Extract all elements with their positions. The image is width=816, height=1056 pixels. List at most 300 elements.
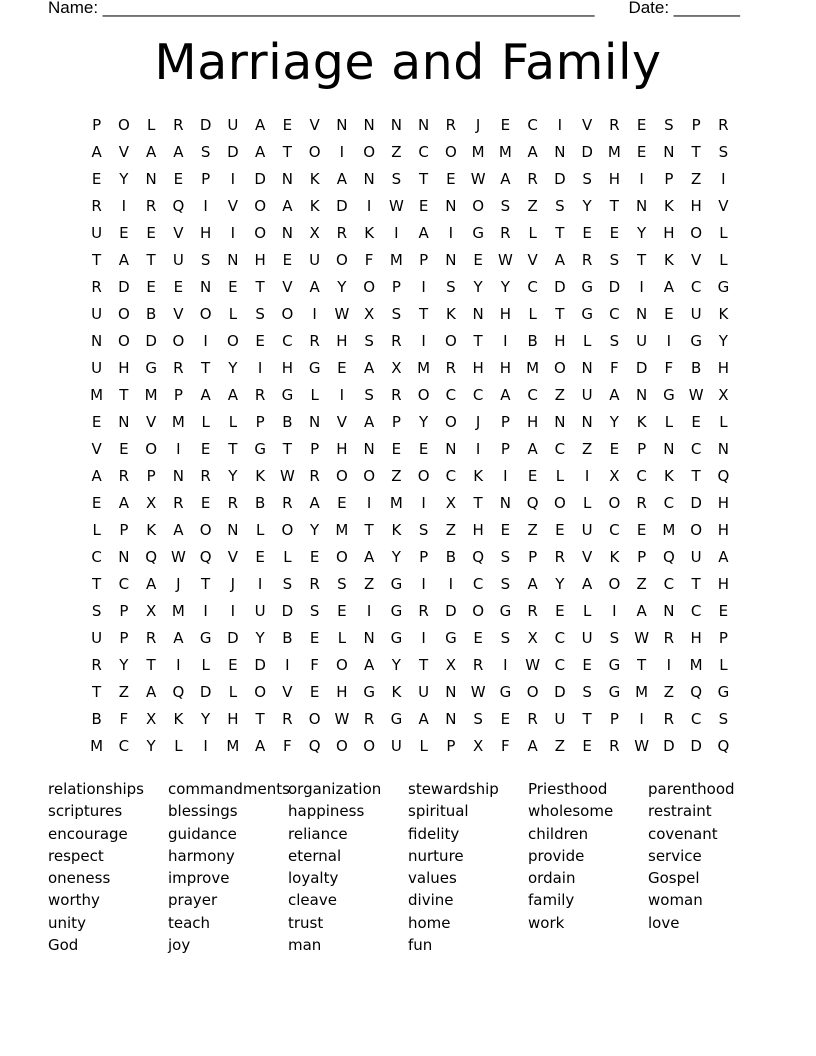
- grid-letter[interactable]: Y: [582, 197, 592, 215]
- grid-letter[interactable]: H: [554, 332, 566, 350]
- grid-letter[interactable]: H: [608, 170, 621, 188]
- grid-letter[interactable]: A: [336, 170, 347, 188]
- grid-letter[interactable]: I: [421, 278, 426, 296]
- grid-letter[interactable]: G: [390, 575, 403, 593]
- grid-letter[interactable]: H: [336, 332, 348, 350]
- grid-letter[interactable]: O: [117, 305, 130, 323]
- grid-letter[interactable]: L: [582, 494, 592, 512]
- grid-letter[interactable]: O: [690, 521, 703, 539]
- grid-letter[interactable]: N: [281, 224, 293, 242]
- grid-letter[interactable]: I: [503, 467, 508, 485]
- grid-letter[interactable]: N: [554, 413, 566, 431]
- grid-letter[interactable]: I: [230, 602, 236, 620]
- grid-letter[interactable]: V: [690, 251, 702, 269]
- grid-letter[interactable]: Z: [581, 440, 593, 458]
- grid-letter[interactable]: P: [119, 602, 129, 620]
- grid-letter[interactable]: I: [448, 575, 454, 593]
- grid-letter[interactable]: R: [581, 251, 593, 269]
- grid-letter[interactable]: N: [445, 251, 457, 269]
- grid-letter[interactable]: D: [281, 602, 294, 620]
- grid-letter[interactable]: B: [91, 710, 102, 728]
- grid-letter[interactable]: T: [364, 521, 374, 539]
- grid-letter[interactable]: D: [554, 683, 566, 701]
- grid-letter[interactable]: A: [309, 278, 320, 296]
- grid-letter[interactable]: N: [717, 440, 729, 458]
- grid-letter[interactable]: M: [90, 737, 104, 755]
- grid-letter[interactable]: Y: [119, 170, 129, 188]
- grid-letter[interactable]: U: [227, 116, 239, 134]
- grid-letter[interactable]: E: [309, 683, 320, 701]
- grid-letter[interactable]: M: [662, 521, 676, 539]
- grid-letter[interactable]: P: [609, 710, 619, 728]
- grid-letter[interactable]: K: [173, 710, 184, 728]
- grid-letter[interactable]: M: [635, 683, 649, 701]
- grid-letter[interactable]: L: [337, 629, 347, 647]
- grid-letter[interactable]: P: [637, 548, 647, 566]
- grid-letter[interactable]: L: [419, 737, 428, 755]
- grid-letter[interactable]: Q: [145, 548, 158, 566]
- grid-letter[interactable]: A: [91, 467, 102, 485]
- grid-letter[interactable]: S: [418, 521, 429, 539]
- grid-letter[interactable]: R: [118, 467, 130, 485]
- grid-letter[interactable]: V: [173, 305, 184, 323]
- grid-letter[interactable]: R: [718, 116, 729, 134]
- grid-letter[interactable]: S: [609, 332, 620, 350]
- grid-letter[interactable]: C: [472, 575, 484, 593]
- grid-letter[interactable]: W: [688, 386, 704, 404]
- grid-letter[interactable]: J: [230, 575, 236, 593]
- grid-letter[interactable]: P: [419, 548, 429, 566]
- grid-letter[interactable]: M: [171, 413, 185, 431]
- grid-letter[interactable]: I: [639, 710, 644, 728]
- grid-letter[interactable]: Y: [473, 278, 483, 296]
- grid-letter[interactable]: S: [337, 575, 347, 593]
- grid-letter[interactable]: P: [691, 116, 701, 134]
- grid-letter[interactable]: A: [527, 575, 538, 593]
- grid-letter[interactable]: N: [363, 116, 375, 134]
- grid-letter[interactable]: C: [690, 602, 702, 620]
- grid-letter[interactable]: I: [339, 143, 345, 161]
- grid-letter[interactable]: I: [639, 170, 644, 188]
- grid-letter[interactable]: S: [364, 332, 374, 350]
- grid-letter[interactable]: M: [389, 494, 403, 512]
- grid-letter[interactable]: H: [472, 359, 484, 377]
- grid-letter[interactable]: V: [145, 413, 157, 431]
- grid-letter[interactable]: Q: [172, 197, 185, 215]
- grid-letter[interactable]: P: [500, 440, 510, 458]
- grid-letter[interactable]: I: [721, 170, 726, 188]
- grid-letter[interactable]: E: [200, 440, 211, 458]
- grid-letter[interactable]: S: [200, 251, 211, 269]
- grid-letter[interactable]: T: [555, 224, 565, 242]
- grid-letter[interactable]: E: [255, 548, 265, 566]
- grid-letter[interactable]: E: [200, 494, 211, 512]
- grid-letter[interactable]: G: [608, 683, 621, 701]
- grid-letter[interactable]: P: [201, 170, 211, 188]
- grid-letter[interactable]: F: [610, 359, 619, 377]
- grid-letter[interactable]: S: [500, 575, 511, 593]
- grid-letter[interactable]: N: [309, 413, 321, 431]
- grid-letter[interactable]: T: [419, 656, 429, 674]
- grid-letter[interactable]: P: [718, 629, 728, 647]
- grid-letter[interactable]: T: [201, 575, 211, 593]
- grid-letter[interactable]: Y: [500, 278, 510, 296]
- grid-letter[interactable]: O: [199, 521, 212, 539]
- grid-letter[interactable]: G: [717, 683, 730, 701]
- grid-letter[interactable]: I: [475, 440, 481, 458]
- grid-letter[interactable]: Z: [527, 521, 538, 539]
- grid-letter[interactable]: D: [199, 683, 212, 701]
- grid-letter[interactable]: N: [663, 602, 675, 620]
- grid-letter[interactable]: C: [554, 656, 566, 674]
- grid-letter[interactable]: N: [581, 413, 593, 431]
- grid-letter[interactable]: O: [117, 332, 130, 350]
- grid-letter[interactable]: T: [282, 440, 292, 458]
- grid-letter[interactable]: A: [254, 143, 266, 161]
- grid-letter[interactable]: G: [608, 656, 621, 674]
- grid-letter[interactable]: Q: [717, 467, 730, 485]
- grid-letter[interactable]: N: [118, 548, 130, 566]
- grid-letter[interactable]: S: [473, 710, 483, 728]
- grid-letter[interactable]: P: [500, 413, 510, 431]
- grid-letter[interactable]: U: [172, 251, 184, 269]
- grid-letter[interactable]: A: [282, 197, 293, 215]
- grid-letter[interactable]: S: [282, 575, 293, 593]
- grid-letter[interactable]: E: [418, 197, 429, 215]
- grid-letter[interactable]: X: [145, 710, 157, 728]
- grid-letter[interactable]: G: [254, 440, 266, 458]
- grid-letter[interactable]: V: [227, 197, 238, 215]
- grid-letter[interactable]: O: [254, 224, 267, 242]
- grid-letter[interactable]: X: [145, 602, 157, 620]
- grid-letter[interactable]: E: [337, 494, 347, 512]
- grid-letter[interactable]: O: [281, 521, 294, 539]
- grid-letter[interactable]: I: [557, 116, 563, 134]
- grid-letter[interactable]: Y: [119, 656, 129, 674]
- grid-letter[interactable]: D: [145, 332, 157, 350]
- grid-letter[interactable]: N: [363, 440, 375, 458]
- grid-letter[interactable]: D: [445, 602, 457, 620]
- grid-letter[interactable]: H: [254, 251, 266, 269]
- grid-letter[interactable]: E: [446, 170, 456, 188]
- grid-letter[interactable]: X: [718, 386, 729, 404]
- grid-letter[interactable]: C: [445, 467, 457, 485]
- grid-letter[interactable]: E: [527, 467, 538, 485]
- grid-letter[interactable]: A: [363, 548, 375, 566]
- grid-letter[interactable]: V: [309, 116, 320, 134]
- grid-letter[interactable]: H: [499, 359, 512, 377]
- grid-letter[interactable]: M: [526, 359, 540, 377]
- grid-letter[interactable]: S: [718, 143, 729, 161]
- grid-letter[interactable]: U: [690, 548, 702, 566]
- grid-letter[interactable]: M: [417, 359, 431, 377]
- grid-letter[interactable]: O: [254, 683, 267, 701]
- grid-letter[interactable]: G: [390, 710, 403, 728]
- grid-letter[interactable]: R: [527, 602, 538, 620]
- grid-letter[interactable]: I: [257, 575, 263, 593]
- grid-letter[interactable]: G: [499, 602, 512, 620]
- grid-letter[interactable]: N: [91, 332, 103, 350]
- grid-letter[interactable]: U: [581, 629, 593, 647]
- grid-letter[interactable]: K: [663, 197, 674, 215]
- grid-letter[interactable]: S: [555, 197, 565, 215]
- grid-letter[interactable]: U: [91, 359, 103, 377]
- grid-letter[interactable]: C: [472, 386, 484, 404]
- grid-letter[interactable]: R: [363, 710, 375, 728]
- grid-letter[interactable]: E: [582, 656, 592, 674]
- grid-letter[interactable]: I: [584, 467, 590, 485]
- grid-letter[interactable]: Z: [118, 683, 130, 701]
- grid-letter[interactable]: N: [390, 116, 402, 134]
- grid-letter[interactable]: U: [554, 710, 566, 728]
- grid-letter[interactable]: M: [171, 602, 185, 620]
- grid-letter[interactable]: K: [364, 224, 375, 242]
- grid-letter[interactable]: I: [285, 656, 290, 674]
- grid-letter[interactable]: N: [200, 278, 212, 296]
- grid-letter[interactable]: I: [230, 224, 236, 242]
- grid-letter[interactable]: E: [636, 143, 647, 161]
- grid-letter[interactable]: T: [473, 494, 483, 512]
- grid-letter[interactable]: D: [336, 197, 348, 215]
- grid-letter[interactable]: C: [527, 278, 538, 296]
- grid-letter[interactable]: E: [609, 224, 620, 242]
- grid-letter[interactable]: W: [525, 656, 541, 674]
- grid-letter[interactable]: R: [391, 386, 402, 404]
- grid-letter[interactable]: R: [309, 575, 320, 593]
- grid-letter[interactable]: Z: [363, 575, 375, 593]
- grid-letter[interactable]: A: [718, 548, 729, 566]
- grid-letter[interactable]: N: [636, 197, 648, 215]
- grid-letter[interactable]: I: [176, 440, 181, 458]
- grid-letter[interactable]: Y: [228, 359, 238, 377]
- grid-letter[interactable]: O: [608, 494, 621, 512]
- grid-letter[interactable]: N: [554, 143, 566, 161]
- grid-letter[interactable]: T: [255, 278, 265, 296]
- grid-letter[interactable]: S: [446, 278, 456, 296]
- grid-letter[interactable]: E: [91, 170, 102, 188]
- grid-letter[interactable]: L: [310, 386, 319, 404]
- grid-letter[interactable]: L: [146, 116, 156, 134]
- grid-letter[interactable]: E: [91, 494, 102, 512]
- grid-letter[interactable]: E: [636, 116, 647, 134]
- grid-letter[interactable]: H: [118, 359, 130, 377]
- grid-letter[interactable]: I: [421, 629, 426, 647]
- grid-letter[interactable]: E: [473, 251, 483, 269]
- grid-letter[interactable]: D: [254, 656, 266, 674]
- grid-letter[interactable]: D: [118, 278, 130, 296]
- grid-letter[interactable]: G: [472, 224, 484, 242]
- grid-letter[interactable]: E: [500, 521, 511, 539]
- grid-letter[interactable]: A: [254, 116, 266, 134]
- grid-letter[interactable]: C: [282, 332, 293, 350]
- grid-letter[interactable]: N: [145, 170, 157, 188]
- grid-letter[interactable]: A: [527, 737, 538, 755]
- grid-letter[interactable]: U: [390, 737, 402, 755]
- grid-letter[interactable]: O: [281, 305, 294, 323]
- grid-letter[interactable]: O: [335, 548, 348, 566]
- grid-letter[interactable]: F: [364, 251, 374, 269]
- grid-letter[interactable]: I: [203, 737, 208, 755]
- grid-letter[interactable]: W: [634, 629, 650, 647]
- grid-letter[interactable]: T: [555, 305, 565, 323]
- grid-letter[interactable]: D: [690, 737, 702, 755]
- grid-letter[interactable]: U: [309, 251, 321, 269]
- grid-letter[interactable]: E: [555, 521, 565, 539]
- grid-letter[interactable]: A: [173, 143, 184, 161]
- grid-letter[interactable]: I: [612, 602, 617, 620]
- grid-letter[interactable]: B: [254, 494, 266, 512]
- grid-letter[interactable]: Q: [308, 737, 321, 755]
- grid-letter[interactable]: V: [227, 548, 238, 566]
- grid-letter[interactable]: E: [500, 116, 511, 134]
- grid-letter[interactable]: N: [581, 359, 593, 377]
- grid-letter[interactable]: A: [363, 656, 375, 674]
- grid-letter[interactable]: G: [281, 386, 294, 404]
- grid-letter[interactable]: T: [473, 332, 483, 350]
- grid-letter[interactable]: N: [445, 440, 457, 458]
- grid-letter[interactable]: N: [499, 494, 511, 512]
- grid-letter[interactable]: M: [689, 656, 703, 674]
- grid-letter[interactable]: Y: [146, 737, 156, 755]
- grid-letter[interactable]: K: [473, 467, 484, 485]
- grid-letter[interactable]: H: [336, 440, 348, 458]
- grid-letter[interactable]: N: [336, 116, 348, 134]
- grid-letter[interactable]: C: [663, 575, 675, 593]
- grid-letter[interactable]: N: [445, 197, 457, 215]
- grid-letter[interactable]: D: [227, 629, 239, 647]
- grid-letter[interactable]: S: [364, 386, 374, 404]
- grid-letter[interactable]: C: [690, 710, 702, 728]
- grid-letter[interactable]: I: [448, 224, 454, 242]
- grid-letter[interactable]: O: [363, 737, 376, 755]
- grid-letter[interactable]: T: [255, 710, 265, 728]
- grid-letter[interactable]: E: [119, 440, 129, 458]
- grid-letter[interactable]: T: [691, 143, 701, 161]
- grid-letter[interactable]: V: [118, 143, 129, 161]
- grid-letter[interactable]: K: [636, 413, 647, 431]
- grid-letter[interactable]: N: [227, 251, 239, 269]
- grid-letter[interactable]: C: [690, 278, 702, 296]
- grid-letter[interactable]: I: [366, 494, 372, 512]
- grid-letter[interactable]: G: [581, 278, 593, 296]
- grid-letter[interactable]: Q: [172, 683, 185, 701]
- grid-letter[interactable]: P: [92, 116, 102, 134]
- grid-letter[interactable]: E: [555, 602, 565, 620]
- grid-letter[interactable]: N: [636, 305, 648, 323]
- grid-letter[interactable]: C: [663, 494, 675, 512]
- grid-letter[interactable]: T: [146, 251, 156, 269]
- grid-letter[interactable]: N: [445, 683, 457, 701]
- grid-letter[interactable]: W: [170, 548, 186, 566]
- grid-letter[interactable]: Z: [391, 143, 402, 161]
- grid-letter[interactable]: I: [339, 386, 345, 404]
- grid-letter[interactable]: E: [337, 359, 347, 377]
- grid-letter[interactable]: A: [309, 494, 320, 512]
- grid-letter[interactable]: N: [227, 521, 239, 539]
- grid-letter[interactable]: H: [281, 359, 294, 377]
- grid-letter[interactable]: T: [119, 386, 129, 404]
- grid-letter[interactable]: H: [526, 413, 539, 431]
- grid-letter[interactable]: X: [527, 629, 538, 647]
- grid-letter[interactable]: S: [91, 602, 102, 620]
- grid-letter[interactable]: V: [91, 440, 102, 458]
- grid-letter[interactable]: I: [394, 224, 399, 242]
- grid-letter[interactable]: C: [118, 737, 130, 755]
- grid-letter[interactable]: B: [282, 629, 293, 647]
- grid-letter[interactable]: A: [145, 575, 157, 593]
- grid-letter[interactable]: A: [227, 386, 238, 404]
- grid-letter[interactable]: D: [608, 278, 621, 296]
- grid-letter[interactable]: C: [636, 467, 647, 485]
- grid-letter[interactable]: W: [334, 710, 350, 728]
- grid-letter[interactable]: E: [718, 602, 729, 620]
- grid-letter[interactable]: H: [336, 683, 348, 701]
- date-field[interactable]: Date: _______: [628, 0, 740, 17]
- grid-letter[interactable]: E: [173, 170, 184, 188]
- grid-letter[interactable]: G: [199, 629, 212, 647]
- grid-letter[interactable]: L: [201, 413, 210, 431]
- grid-letter[interactable]: K: [146, 521, 157, 539]
- grid-letter[interactable]: A: [173, 629, 184, 647]
- grid-letter[interactable]: A: [527, 143, 538, 161]
- grid-letter[interactable]: D: [227, 143, 239, 161]
- grid-letter[interactable]: S: [609, 251, 620, 269]
- grid-letter[interactable]: A: [91, 143, 102, 161]
- grid-letter[interactable]: C: [554, 629, 566, 647]
- grid-letter[interactable]: E: [228, 656, 238, 674]
- grid-letter[interactable]: E: [500, 710, 511, 728]
- grid-letter[interactable]: E: [255, 332, 265, 350]
- grid-letter[interactable]: R: [391, 332, 402, 350]
- grid-letter[interactable]: C: [609, 521, 620, 539]
- grid-letter[interactable]: U: [91, 629, 103, 647]
- grid-letter[interactable]: G: [690, 332, 702, 350]
- grid-letter[interactable]: R: [663, 629, 675, 647]
- grid-letter[interactable]: R: [554, 548, 566, 566]
- grid-letter[interactable]: Y: [391, 548, 401, 566]
- grid-letter[interactable]: U: [636, 332, 648, 350]
- grid-letter[interactable]: R: [145, 629, 157, 647]
- grid-letter[interactable]: C: [554, 440, 566, 458]
- grid-letter[interactable]: I: [666, 332, 672, 350]
- grid-letter[interactable]: M: [389, 251, 403, 269]
- grid-letter[interactable]: J: [176, 575, 181, 593]
- grid-letter[interactable]: T: [92, 251, 102, 269]
- grid-letter[interactable]: S: [609, 629, 620, 647]
- grid-letter[interactable]: G: [363, 683, 375, 701]
- grid-letter[interactable]: I: [176, 656, 181, 674]
- grid-letter[interactable]: E: [473, 629, 483, 647]
- grid-letter[interactable]: O: [444, 332, 457, 350]
- grid-letter[interactable]: N: [663, 143, 675, 161]
- grid-letter[interactable]: G: [581, 305, 593, 323]
- grid-letter[interactable]: Y: [255, 629, 265, 647]
- grid-letter[interactable]: E: [282, 251, 293, 269]
- grid-letter[interactable]: R: [200, 467, 211, 485]
- grid-letter[interactable]: R: [227, 494, 239, 512]
- grid-letter[interactable]: J: [475, 413, 481, 431]
- grid-letter[interactable]: V: [718, 197, 729, 215]
- grid-letter[interactable]: X: [145, 494, 157, 512]
- grid-letter[interactable]: M: [335, 521, 349, 539]
- grid-letter[interactable]: W: [470, 683, 486, 701]
- grid-letter[interactable]: E: [418, 440, 429, 458]
- grid-letter[interactable]: H: [717, 521, 730, 539]
- grid-letter[interactable]: K: [609, 548, 620, 566]
- grid-letter[interactable]: O: [417, 467, 430, 485]
- grid-letter[interactable]: K: [663, 467, 674, 485]
- grid-letter[interactable]: N: [418, 116, 430, 134]
